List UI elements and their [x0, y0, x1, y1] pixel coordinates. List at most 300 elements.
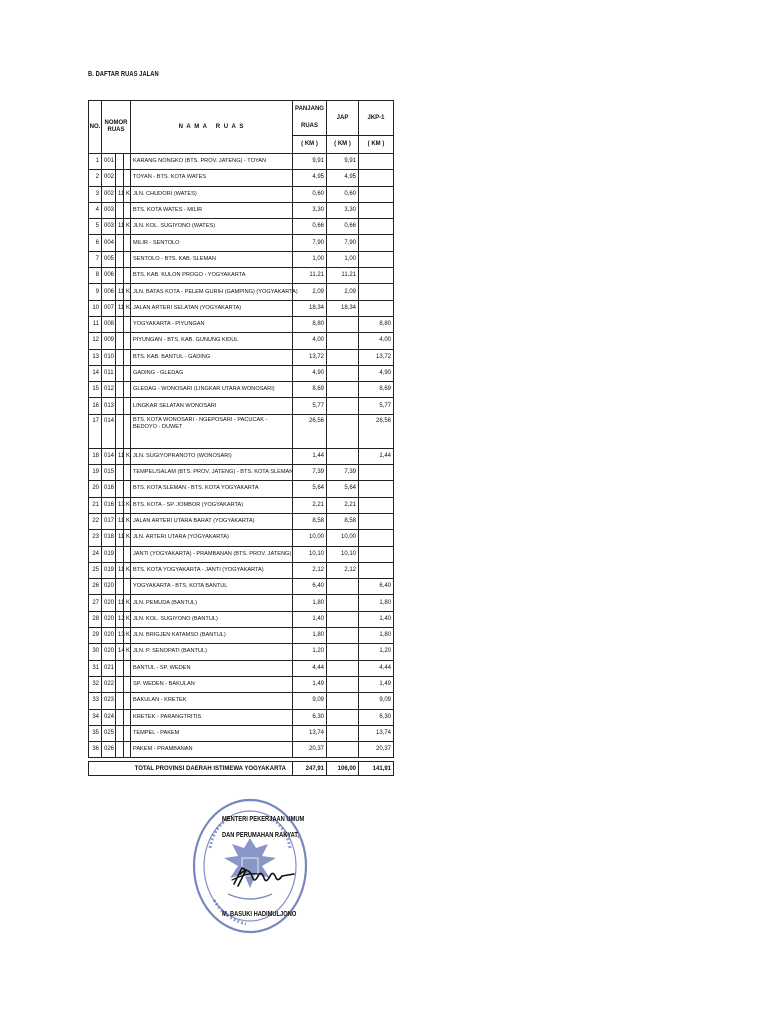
table-row — [89, 546, 394, 562]
row-kota-flag: K — [124, 513, 131, 529]
row-jkp — [359, 465, 394, 481]
row-nama-ruas: BTS. KOTA SLEMAN - BTS. KOTA YOGYAKARTA — [131, 481, 293, 497]
row-sub-ruas: 11 — [116, 300, 124, 316]
row-no: 16 — [89, 398, 102, 414]
row-jkp — [359, 481, 394, 497]
row-nama-ruas: JLN. CHUDORI (WATES) — [131, 186, 293, 202]
row-kota-flag — [124, 268, 131, 284]
row-kota-flag — [124, 235, 131, 251]
row-nomor-ruas: 020 — [102, 628, 116, 644]
row-panjang: 4,44 — [293, 660, 327, 676]
table-row — [89, 481, 394, 497]
row-jap — [327, 398, 359, 414]
table-row — [89, 414, 394, 448]
table-row — [89, 676, 394, 692]
row-jkp — [359, 219, 394, 235]
row-no: 29 — [89, 628, 102, 644]
row-no: 2 — [89, 170, 102, 186]
row-panjang: 13,74 — [293, 725, 327, 741]
row-nomor-ruas: 017 — [102, 513, 116, 529]
row-sub-ruas — [116, 676, 124, 692]
table-row — [89, 709, 394, 725]
row-nomor-ruas: 014 — [102, 448, 116, 464]
row-jkp — [359, 202, 394, 218]
header-jkp: JKP-1 — [359, 101, 394, 136]
row-jap — [327, 333, 359, 349]
total-label: TOTAL PROVINSI DAERAH ISTIMEWA YOGYAKARTA — [89, 762, 293, 776]
row-jkp — [359, 154, 394, 170]
row-no: 11 — [89, 316, 102, 332]
row-panjang: 18,34 — [293, 300, 327, 316]
row-kota-flag — [124, 170, 131, 186]
row-no: 13 — [89, 349, 102, 365]
row-kota-flag: K — [124, 611, 131, 627]
row-kota-flag — [124, 676, 131, 692]
row-no: 19 — [89, 465, 102, 481]
row-kota-flag — [124, 709, 131, 725]
row-nama-ruas: BTS. KOTA YOGYAKARTA - JANTI (YOGYAKARTA) — [131, 562, 293, 578]
row-sub-ruas: 11 — [116, 219, 124, 235]
header-nama-ruas-label: N A M A R U A S — [178, 123, 245, 130]
row-nomor-ruas: 016 — [102, 481, 116, 497]
table-row — [89, 530, 394, 546]
table-row — [89, 497, 394, 513]
row-nama-ruas: JLN. KOL. SUGIYONO (BANTUL) — [131, 611, 293, 627]
row-no: 9 — [89, 284, 102, 300]
row-nama-ruas: JLN. P. SENOPATI (BANTUL) — [131, 644, 293, 660]
row-nama-ruas: JLN. ARTERI UTARA (YOGYAKARTA) — [131, 530, 293, 546]
row-jap: 7,39 — [327, 465, 359, 481]
row-jkp: 1,20 — [359, 644, 394, 660]
row-nomor-ruas: 001 — [102, 154, 116, 170]
table-row — [89, 186, 394, 202]
row-jkp: 1,80 — [359, 628, 394, 644]
row-no: 17 — [89, 414, 102, 448]
row-no: 32 — [89, 676, 102, 692]
row-nama-ruas: BTS. KOTA - SP. JOMBOR (YOGYAKARTA) — [131, 497, 293, 513]
row-jap — [327, 414, 359, 448]
row-jkp — [359, 300, 394, 316]
row-jap: 3,30 — [327, 202, 359, 218]
row-nama-ruas: JLN. BRIGJEN KATAMSO (BANTUL) — [131, 628, 293, 644]
row-jap — [327, 448, 359, 464]
row-jap: 2,21 — [327, 497, 359, 513]
row-panjang: 6,30 — [293, 709, 327, 725]
table-row — [89, 725, 394, 741]
signatory-title — [222, 812, 304, 844]
header-no: NO. — [89, 101, 102, 154]
row-jkp — [359, 530, 394, 546]
row-no: 20 — [89, 481, 102, 497]
row-nama-ruas: JALAN ARTERI UTARA BARAT (YOGYAKARTA) — [131, 513, 293, 529]
table-row — [89, 349, 394, 365]
signatory-title-line2: DAN PERUMAHAN RAKYAT, — [222, 832, 299, 839]
total-panjang: 247,91 — [293, 762, 327, 776]
row-nama-ruas: BTS. KAB. BANTUL - GADING — [131, 349, 293, 365]
row-kota-flag: K — [124, 644, 131, 660]
row-jkp: 26,56 — [359, 414, 394, 448]
row-no: 28 — [89, 611, 102, 627]
row-panjang: 0,66 — [293, 219, 327, 235]
row-jkp: 8,80 — [359, 316, 394, 332]
row-nama-ruas: JLN. SUGIYOPRANOTO (WONOSARI) — [131, 448, 293, 464]
row-jap — [327, 349, 359, 365]
row-panjang: 10,00 — [293, 530, 327, 546]
row-jap: 4,95 — [327, 170, 359, 186]
row-panjang: 8,69 — [293, 382, 327, 398]
row-sub-ruas — [116, 465, 124, 481]
table-row — [89, 316, 394, 332]
row-no: 23 — [89, 530, 102, 546]
row-sub-ruas — [116, 579, 124, 595]
row-sub-ruas — [116, 414, 124, 448]
row-nomor-ruas: 006 — [102, 268, 116, 284]
row-no: 3 — [89, 186, 102, 202]
row-sub-ruas — [116, 333, 124, 349]
row-sub-ruas: 11 — [116, 513, 124, 529]
row-no: 26 — [89, 579, 102, 595]
row-nomor-ruas: 010 — [102, 349, 116, 365]
road-list-table — [88, 100, 394, 758]
row-jap: 10,10 — [327, 546, 359, 562]
row-jkp: 9,09 — [359, 693, 394, 709]
table-row — [89, 365, 394, 381]
row-sub-ruas — [116, 154, 124, 170]
row-sub-ruas: 11 — [116, 595, 124, 611]
row-panjang: 5,77 — [293, 398, 327, 414]
row-jkp: 1,80 — [359, 595, 394, 611]
row-kota-flag — [124, 154, 131, 170]
row-sub-ruas: 11 — [116, 186, 124, 202]
table-row — [89, 660, 394, 676]
row-nomor-ruas: 003 — [102, 202, 116, 218]
row-nama-ruas: PIYUNGAN - BTS. KAB. GUNUNG KIDUL — [131, 333, 293, 349]
row-kota-flag: K — [124, 595, 131, 611]
row-sub-ruas: 13 — [116, 628, 124, 644]
row-jap — [327, 595, 359, 611]
row-sub-ruas — [116, 235, 124, 251]
row-jkp: 6,40 — [359, 579, 394, 595]
total-row — [88, 761, 394, 776]
row-panjang: 1,49 — [293, 676, 327, 692]
row-no: 25 — [89, 562, 102, 578]
row-jkp — [359, 562, 394, 578]
row-jap: 10,00 — [327, 530, 359, 546]
row-sub-ruas — [116, 693, 124, 709]
row-kota-flag — [124, 660, 131, 676]
row-nama-ruas: TOYAN - BTS. KOTA WATES — [131, 170, 293, 186]
row-jap — [327, 709, 359, 725]
row-jkp — [359, 186, 394, 202]
row-kota-flag — [124, 693, 131, 709]
row-no: 12 — [89, 333, 102, 349]
row-kota-flag — [124, 742, 131, 758]
header-nomor-line1: NOMOR — [104, 120, 128, 126]
table-row — [89, 644, 394, 660]
row-no: 34 — [89, 709, 102, 725]
row-jap: 2,12 — [327, 562, 359, 578]
row-nomor-ruas: 014 — [102, 414, 116, 448]
table-row — [89, 693, 394, 709]
row-nama-ruas: JLN. BATAS KOTA - PELEM GURIH (GAMPING) (YOGYAKARTA) — [131, 284, 293, 300]
row-panjang: 1,20 — [293, 644, 327, 660]
row-sub-ruas: 11 — [116, 284, 124, 300]
row-nama-ruas: GLEDAG - WONOSARI (LINGKAR UTARA WONOSARI) — [131, 382, 293, 398]
row-no: 1 — [89, 154, 102, 170]
row-sub-ruas: 11 — [116, 448, 124, 464]
row-kota-flag: K — [124, 300, 131, 316]
row-kota-flag — [124, 365, 131, 381]
row-nama-ruas: BANTUL - SP. WEDEN — [131, 660, 293, 676]
row-kota-flag — [124, 333, 131, 349]
row-sub-ruas: 13 — [116, 497, 124, 513]
row-nomor-ruas: 013 — [102, 398, 116, 414]
row-panjang: 1,44 — [293, 448, 327, 464]
row-kota-flag: K — [124, 448, 131, 464]
row-nomor-ruas: 019 — [102, 546, 116, 562]
row-jap — [327, 725, 359, 741]
row-nomor-ruas: 012 — [102, 382, 116, 398]
signatory-title-line1: MENTERI PEKERJAAN UMUM — [222, 816, 305, 823]
row-sub-ruas: 14 — [116, 644, 124, 660]
row-jkp — [359, 268, 394, 284]
row-panjang: 9,09 — [293, 693, 327, 709]
row-nomor-ruas: 019 — [102, 562, 116, 578]
row-sub-ruas — [116, 709, 124, 725]
header-jap: JAP — [327, 101, 359, 136]
row-sub-ruas — [116, 742, 124, 758]
row-panjang: 7,90 — [293, 235, 327, 251]
row-jap — [327, 611, 359, 627]
row-no: 27 — [89, 595, 102, 611]
row-no: 31 — [89, 660, 102, 676]
row-no: 8 — [89, 268, 102, 284]
row-jkp: 4,90 — [359, 365, 394, 381]
row-panjang: 8,58 — [293, 513, 327, 529]
row-nama-ruas: TEMPEL/SALAM (BTS. PROV. JATENG) - BTS. KOTA SLEMAN — [131, 465, 293, 481]
row-sub-ruas — [116, 202, 124, 218]
table-row — [89, 398, 394, 414]
row-nama-ruas: BTS. KAB. KULON PROGO - YOGYAKARTA — [131, 268, 293, 284]
handwritten-signature-icon — [228, 862, 298, 892]
row-sub-ruas — [116, 481, 124, 497]
header-panjang-line1: PANJANG — [293, 101, 327, 119]
row-jap — [327, 644, 359, 660]
table-row — [89, 562, 394, 578]
row-kota-flag: K — [124, 186, 131, 202]
row-nama-ruas: KARANG NONGKO (BTS. PROV. JATENG) - TOYAN — [131, 154, 293, 170]
row-sub-ruas: 12 — [116, 611, 124, 627]
row-nama-ruas: JLN. KOL. SUGIYONO (WATES) — [131, 219, 293, 235]
row-jap — [327, 382, 359, 398]
row-nomor-ruas: 002 — [102, 186, 116, 202]
row-jkp: 5,77 — [359, 398, 394, 414]
table-row — [89, 251, 394, 267]
row-nama-ruas: BAKULAN - KRETEK — [131, 693, 293, 709]
row-no: 10 — [89, 300, 102, 316]
row-nomor-ruas: 020 — [102, 644, 116, 660]
table-row — [89, 268, 394, 284]
table-body — [89, 154, 394, 758]
row-kota-flag — [124, 414, 131, 448]
row-sub-ruas — [116, 546, 124, 562]
row-jap: 0,60 — [327, 186, 359, 202]
row-nomor-ruas: 022 — [102, 676, 116, 692]
row-panjang: 6,40 — [293, 579, 327, 595]
row-kota-flag: K — [124, 284, 131, 300]
row-nomor-ruas: 008 — [102, 316, 116, 332]
total-jap: 106,00 — [327, 762, 359, 776]
row-jap: 8,58 — [327, 513, 359, 529]
row-nomor-ruas: 002 — [102, 170, 116, 186]
row-panjang: 10,10 — [293, 546, 327, 562]
table-row — [89, 154, 394, 170]
row-panjang: 4,90 — [293, 365, 327, 381]
row-nama-ruas: KRETEK - PARANGTRITIS — [131, 709, 293, 725]
row-jap: 11,21 — [327, 268, 359, 284]
row-panjang: 4,00 — [293, 333, 327, 349]
row-sub-ruas: 11 — [116, 530, 124, 546]
row-kota-flag: K — [124, 628, 131, 644]
row-panjang: 13,72 — [293, 349, 327, 365]
row-jap — [327, 628, 359, 644]
header-nama-ruas — [131, 101, 293, 154]
row-jkp: 6,30 — [359, 709, 394, 725]
row-jkp: 1,44 — [359, 448, 394, 464]
row-panjang: 8,80 — [293, 316, 327, 332]
row-jap — [327, 676, 359, 692]
row-nomor-ruas: 020 — [102, 579, 116, 595]
row-panjang: 20,37 — [293, 742, 327, 758]
row-panjang: 4,95 — [293, 170, 327, 186]
table-row — [89, 513, 394, 529]
row-nama-ruas: GADING - GLEDAG — [131, 365, 293, 381]
row-kota-flag — [124, 481, 131, 497]
table-header — [89, 101, 394, 154]
header-panjang-line2: RUAS — [293, 118, 327, 136]
table-row — [89, 611, 394, 627]
row-jap: 2,09 — [327, 284, 359, 300]
row-jkp: 1,40 — [359, 611, 394, 627]
row-nomor-ruas: 025 — [102, 725, 116, 741]
row-jkp — [359, 251, 394, 267]
row-sub-ruas — [116, 349, 124, 365]
row-kota-flag — [124, 546, 131, 562]
row-nomor-ruas: 003 — [102, 219, 116, 235]
row-nama-ruas: MILIR - SENTOLO — [131, 235, 293, 251]
row-sub-ruas — [116, 382, 124, 398]
row-nama-ruas: JLN. PEMUDA (BANTUL) — [131, 595, 293, 611]
row-kota-flag: K — [124, 219, 131, 235]
row-kota-flag — [124, 251, 131, 267]
row-jkp — [359, 497, 394, 513]
row-jap: 1,00 — [327, 251, 359, 267]
header-unit-jap: ( KM ) — [327, 136, 359, 154]
row-kota-flag — [124, 579, 131, 595]
row-nama-ruas: BTS. KOTA WONOSARI - NGEPOSARI - PACUCAK - BEDOYO - DUWET — [131, 414, 293, 448]
row-jkp — [359, 170, 394, 186]
row-jap: 18,34 — [327, 300, 359, 316]
row-panjang: 2,09 — [293, 284, 327, 300]
row-sub-ruas — [116, 398, 124, 414]
row-kota-flag — [124, 398, 131, 414]
table-row — [89, 300, 394, 316]
row-panjang: 0,60 — [293, 186, 327, 202]
row-jkp: 13,74 — [359, 725, 394, 741]
row-kota-flag — [124, 465, 131, 481]
table-row — [89, 170, 394, 186]
row-jkp: 8,69 — [359, 382, 394, 398]
row-panjang: 1,00 — [293, 251, 327, 267]
row-kota-flag: K — [124, 530, 131, 546]
row-sub-ruas — [116, 660, 124, 676]
row-nomor-ruas: 009 — [102, 333, 116, 349]
row-nama-ruas: LINGKAR SELATAN WONOSARI — [131, 398, 293, 414]
row-nomor-ruas: 007 — [102, 300, 116, 316]
table-row — [89, 465, 394, 481]
row-kota-flag — [124, 382, 131, 398]
row-sub-ruas — [116, 268, 124, 284]
row-nama-ruas: SP. WEDEN - BAKULAN — [131, 676, 293, 692]
table-row — [89, 628, 394, 644]
table-row — [89, 219, 394, 235]
row-sub-ruas — [116, 725, 124, 741]
row-nama-ruas: YOGYAKARTA - PIYUNGAN — [131, 316, 293, 332]
row-nomor-ruas: 018 — [102, 530, 116, 546]
row-jkp — [359, 513, 394, 529]
total-jkp: 141,91 — [359, 762, 394, 776]
table-row — [89, 202, 394, 218]
row-panjang: 9,91 — [293, 154, 327, 170]
row-nomor-ruas: 023 — [102, 693, 116, 709]
header-unit-panjang: ( KM ) — [293, 136, 327, 154]
row-kota-flag — [124, 202, 131, 218]
row-jap: 0,66 — [327, 219, 359, 235]
header-nomor-ruas — [102, 101, 131, 154]
row-nomor-ruas: 016 — [102, 497, 116, 513]
row-nomor-ruas: 020 — [102, 595, 116, 611]
row-kota-flag — [124, 316, 131, 332]
row-jap: 9,91 — [327, 154, 359, 170]
row-no: 24 — [89, 546, 102, 562]
row-kota-flag — [124, 349, 131, 365]
row-sub-ruas — [116, 170, 124, 186]
row-no: 22 — [89, 513, 102, 529]
signatory-name: M. BASUKI HADIMULJONO — [222, 911, 297, 918]
row-panjang: 1,40 — [293, 611, 327, 627]
row-panjang: 1,80 — [293, 595, 327, 611]
row-sub-ruas: 11 — [116, 562, 124, 578]
table-row — [89, 579, 394, 595]
row-panjang: 7,39 — [293, 465, 327, 481]
row-panjang: 2,21 — [293, 497, 327, 513]
row-nama-ruas: PAKEM - PRAMBANAN — [131, 742, 293, 758]
row-jkp — [359, 546, 394, 562]
row-jap — [327, 365, 359, 381]
row-nama-ruas: BTS. KOTA WATES - MILIR — [131, 202, 293, 218]
row-jap: 5,64 — [327, 481, 359, 497]
row-no: 18 — [89, 448, 102, 464]
row-jkp — [359, 284, 394, 300]
row-no: 15 — [89, 382, 102, 398]
row-nomor-ruas: 011 — [102, 365, 116, 381]
row-no: 21 — [89, 497, 102, 513]
row-jkp: 4,00 — [359, 333, 394, 349]
row-panjang: 3,30 — [293, 202, 327, 218]
row-panjang: 26,56 — [293, 414, 327, 448]
table-row — [89, 382, 394, 398]
row-nama-ruas: SENTOLO - BTS. KAB. SLEMAN — [131, 251, 293, 267]
